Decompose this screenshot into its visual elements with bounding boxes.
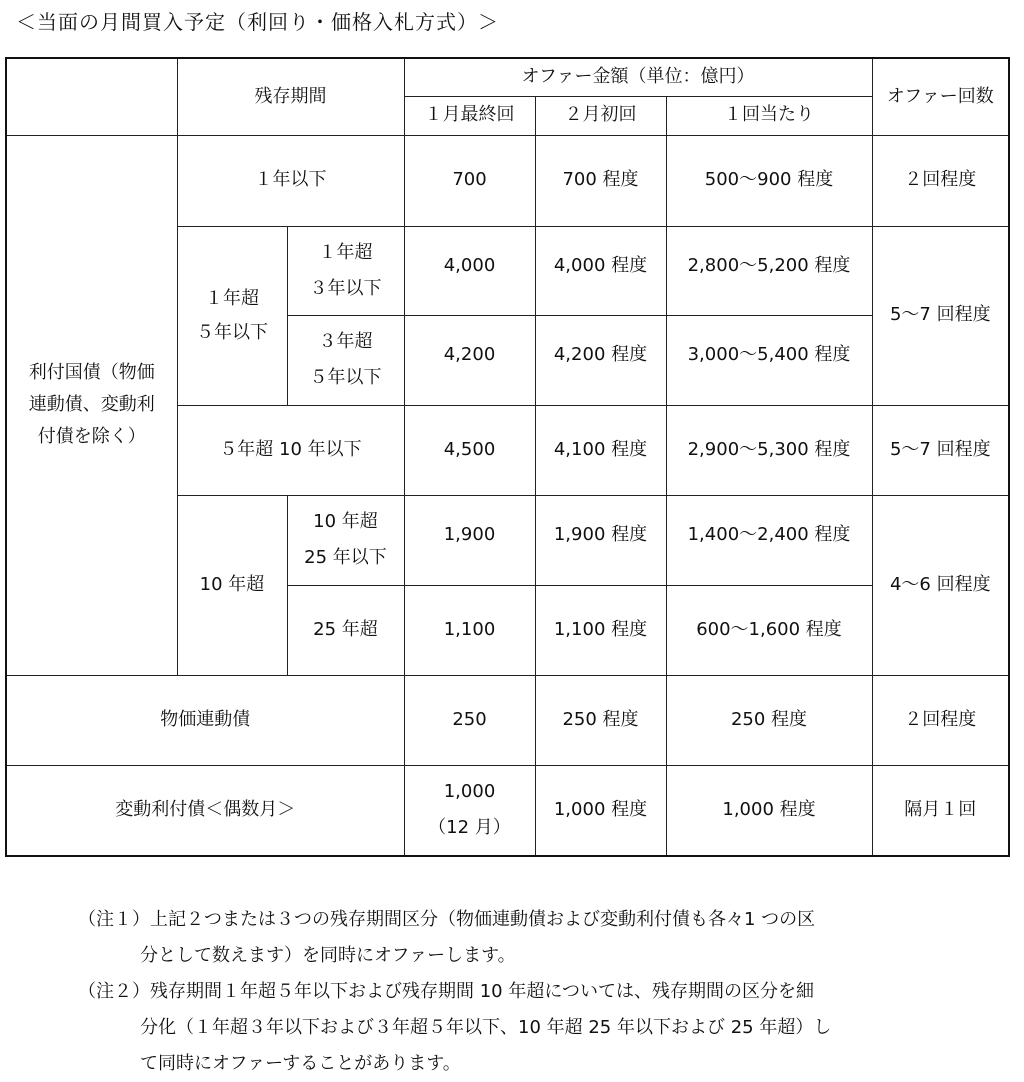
per-round-cell: 600～1,600 程度	[666, 585, 872, 675]
per-round-cell: 2,800～5,200 程度	[666, 226, 872, 315]
offer-count-cell: 隔月１回	[872, 765, 1009, 856]
note-line: （注２）残存期間１年超５年以下および残存期間 10 年超については、残存期間の区分を細	[78, 981, 814, 1002]
sub-line: ５年以下	[309, 367, 382, 388]
jan-amount-cell: 250	[404, 675, 535, 765]
note-line: （注１）上記２つまたは３つの残存期間区分（物価連動債および変動利付債も各々1 つの区	[78, 909, 816, 930]
per-round-cell: 2,900～5,300 程度	[666, 405, 872, 495]
category-line: 利付国債（物価	[28, 362, 155, 383]
header-jan-last: １月最終回	[404, 96, 535, 135]
header-feb-first: ２月初回	[535, 96, 666, 135]
offer-count-cell: 5～7 回程度	[872, 226, 1009, 405]
sub-line: １年超	[318, 241, 373, 263]
sub-line: ３年以下	[309, 277, 382, 299]
group-line: １年超	[205, 287, 259, 309]
jan-amount-cell: 700	[404, 135, 535, 226]
category-line: 連動債、変動利	[28, 394, 155, 415]
feb-amount-cell: 250 程度	[535, 675, 666, 765]
amount-month-note: （12 月）	[428, 817, 511, 839]
sub-line: 25 年以下	[304, 547, 387, 568]
sub-period-cell	[287, 315, 404, 405]
period-cell: １年以下	[177, 135, 404, 226]
period-cell: ５年超 10 年以下	[177, 405, 404, 495]
header-remaining-period: 残存期間	[177, 58, 404, 135]
header-per-round: １回当たり	[666, 96, 872, 135]
group-line: ５年以下	[196, 321, 268, 343]
feb-amount-cell: 1,100 程度	[535, 585, 666, 675]
jan-amount-cell: 1,100	[404, 585, 535, 675]
header-empty	[6, 58, 177, 135]
per-round-cell: 500～900 程度	[666, 135, 872, 226]
jan-amount-cell	[404, 765, 535, 856]
sub-line: 10 年超	[313, 511, 378, 532]
feb-amount-cell: 4,100 程度	[535, 405, 666, 495]
notes-section	[78, 902, 978, 1082]
feb-amount-cell: 1,900 程度	[535, 495, 666, 585]
header-offer-amount: オファー金額（単位：億円）	[404, 58, 872, 96]
header-offer-count: オファー回数	[872, 58, 1009, 135]
sub-period-cell: 25 年超	[287, 585, 404, 675]
offer-count-cell: 5～7 回程度	[872, 405, 1009, 495]
amount-line: 1,000	[443, 781, 496, 803]
jan-amount-cell: 4,500	[404, 405, 535, 495]
jan-amount-cell: 4,000	[404, 226, 535, 315]
purchase-schedule-table	[5, 57, 1010, 857]
note-line: て同時にオファーすることがあります。	[140, 1053, 461, 1074]
per-round-cell: 1,400～2,400 程度	[666, 495, 872, 585]
sub-period-cell	[287, 226, 404, 315]
feb-amount-cell: 700 程度	[535, 135, 666, 226]
jan-amount-cell: 1,900	[404, 495, 535, 585]
period-cell: 物価連動債	[6, 675, 404, 765]
group-period-cell: 10 年超	[177, 495, 287, 675]
jan-amount-cell: 4,200	[404, 315, 535, 405]
offer-count-cell: ２回程度	[872, 135, 1009, 226]
feb-amount-cell: 4,200 程度	[535, 315, 666, 405]
per-round-cell: 3,000～5,400 程度	[666, 315, 872, 405]
note-line: 分として数えます）を同時にオファーします。	[140, 945, 516, 966]
period-cell: 変動利付債＜偶数月＞	[6, 765, 404, 856]
sub-line: ３年超	[318, 331, 373, 352]
category-jgb-cell	[6, 135, 177, 675]
sub-period-cell	[287, 495, 404, 585]
feb-amount-cell: 1,000 程度	[535, 765, 666, 856]
group-period-cell	[177, 226, 287, 405]
offer-count-cell: 4～6 回程度	[872, 495, 1009, 675]
per-round-cell: 250 程度	[666, 675, 872, 765]
per-round-cell: 1,000 程度	[666, 765, 872, 856]
note-line: 分化（１年超３年以下および３年超５年以下、10 年超 25 年以下および 25 年超）し	[140, 1017, 832, 1038]
page-title: ＜当面の月間買入予定（利回り・価格入札方式）＞	[16, 10, 499, 34]
offer-count-cell: ２回程度	[872, 675, 1009, 765]
category-line: 付債を除く）	[37, 426, 146, 447]
feb-amount-cell: 4,000 程度	[535, 226, 666, 315]
